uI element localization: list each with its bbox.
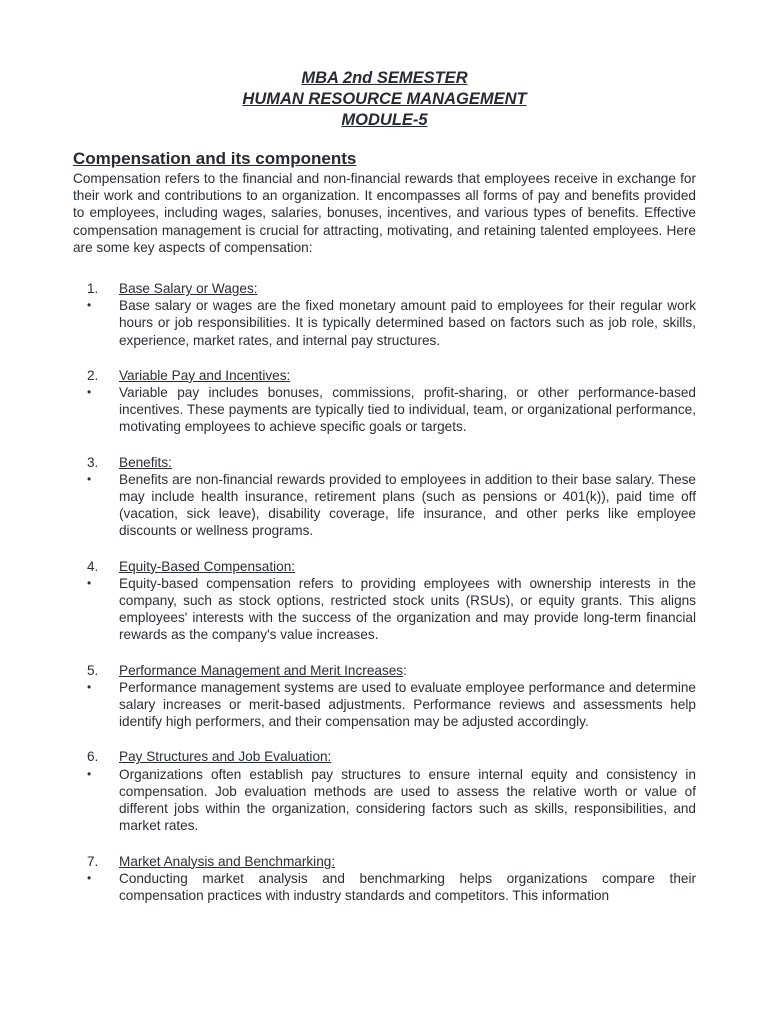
bullet-icon: •: [87, 385, 92, 400]
header-subject: HUMAN RESOURCE MANAGEMENT: [242, 90, 527, 108]
item-body: Base salary or wages are the fixed monetary amount paid to employees for their regular work hours or job responsibilities. It is typically determined based on factors such as job role, skills, experience, market rates, and internal pay structures.: [119, 298, 696, 348]
list-item: [73, 748, 696, 834]
components-list: [73, 280, 696, 904]
item-number: 1.: [87, 281, 99, 297]
item-body: Variable pay includes bonuses, commissions, profit-sharing, or other performance-based incentives. These payments are typically tied to individual, team, or organizational performance, motivating employees to achieve specific goals or targets.: [119, 385, 696, 435]
list-item: [73, 558, 696, 644]
document-header: [73, 68, 696, 131]
bullet-icon: •: [87, 679, 92, 694]
bullet-icon: •: [87, 575, 92, 590]
bullet-icon: •: [87, 766, 92, 781]
item-title: Performance Management and Merit Increases: [119, 662, 404, 678]
list-item: [73, 853, 696, 905]
item-body: Equity-based compensation refers to providing employees with ownership interests in the company, such as stock options, restricted stock units (RSUs), or equity grants. This aligns employees' interests with the success of the organization and may provide long-term financial rewards as the company's value increases.: [119, 575, 696, 643]
item-title: Equity-Based Compensation:: [119, 558, 296, 574]
bullet-icon: •: [87, 471, 92, 486]
section-intro: Compensation refers to the financial and non-financial rewards that employees receive in exchange for their work and contributions to an organization. It encompasses all forms of pay and benefits provided to employees, including wages, salaries, bonuses, incentives, and various types of benefits. Effective compensation management is crucial for attracting, motivating, and retaining talented employees. Here are some key aspects of compensation:: [73, 171, 696, 255]
item-number: 2.: [87, 367, 99, 383]
item-title-suffix: :: [403, 662, 407, 678]
bullet-icon: •: [87, 298, 92, 313]
list-item: [73, 367, 696, 436]
item-number: 3.: [87, 454, 99, 470]
item-body: Performance management systems are used to evaluate employee performance and determine salary increases or merit-based adjustments. Performance reviews and assessments help identify high performers, and their compensation may be adjusted accordingly.: [119, 679, 696, 730]
item-number: 7.: [87, 853, 99, 869]
list-item: [73, 280, 696, 349]
section-heading: Compensation and its components: [73, 149, 357, 168]
item-body: Conducting market analysis and benchmarking helps organizations compare their compensation practices with industry standards and competitors. This information: [119, 870, 696, 903]
item-number: 6.: [87, 749, 99, 765]
item-body: Benefits are non-financial rewards provided to employees in addition to their base salary. These may include health insurance, retirement plans (such as pensions or 401(k)), paid time off (vacation, sick leave), disability coverage, life insurance, and other perks like employee discounts or wellness programs.: [119, 471, 696, 539]
item-body: Organizations often establish pay structures to ensure internal equity and consistency in compensation. Job evaluation methods are used to assess the relative worth or value of different jobs within the organization, considering factors such as skills, responsibilities, and market rates.: [119, 766, 696, 834]
item-number: 4.: [87, 558, 99, 574]
item-title: Benefits:: [119, 454, 172, 470]
header-module: MODULE-5: [341, 111, 428, 129]
item-title: Pay Structures and Job Evaluation:: [119, 749, 332, 765]
item-title: Variable Pay and Incentives:: [119, 367, 291, 383]
item-title: Base Salary or Wages:: [119, 281, 258, 297]
list-item: [73, 662, 696, 731]
list-item: [73, 454, 696, 540]
item-title: Market Analysis and Benchmarking:: [119, 853, 336, 869]
header-program: MBA 2nd SEMESTER: [301, 69, 468, 87]
bullet-icon: •: [87, 870, 92, 885]
item-number: 5.: [87, 662, 99, 678]
